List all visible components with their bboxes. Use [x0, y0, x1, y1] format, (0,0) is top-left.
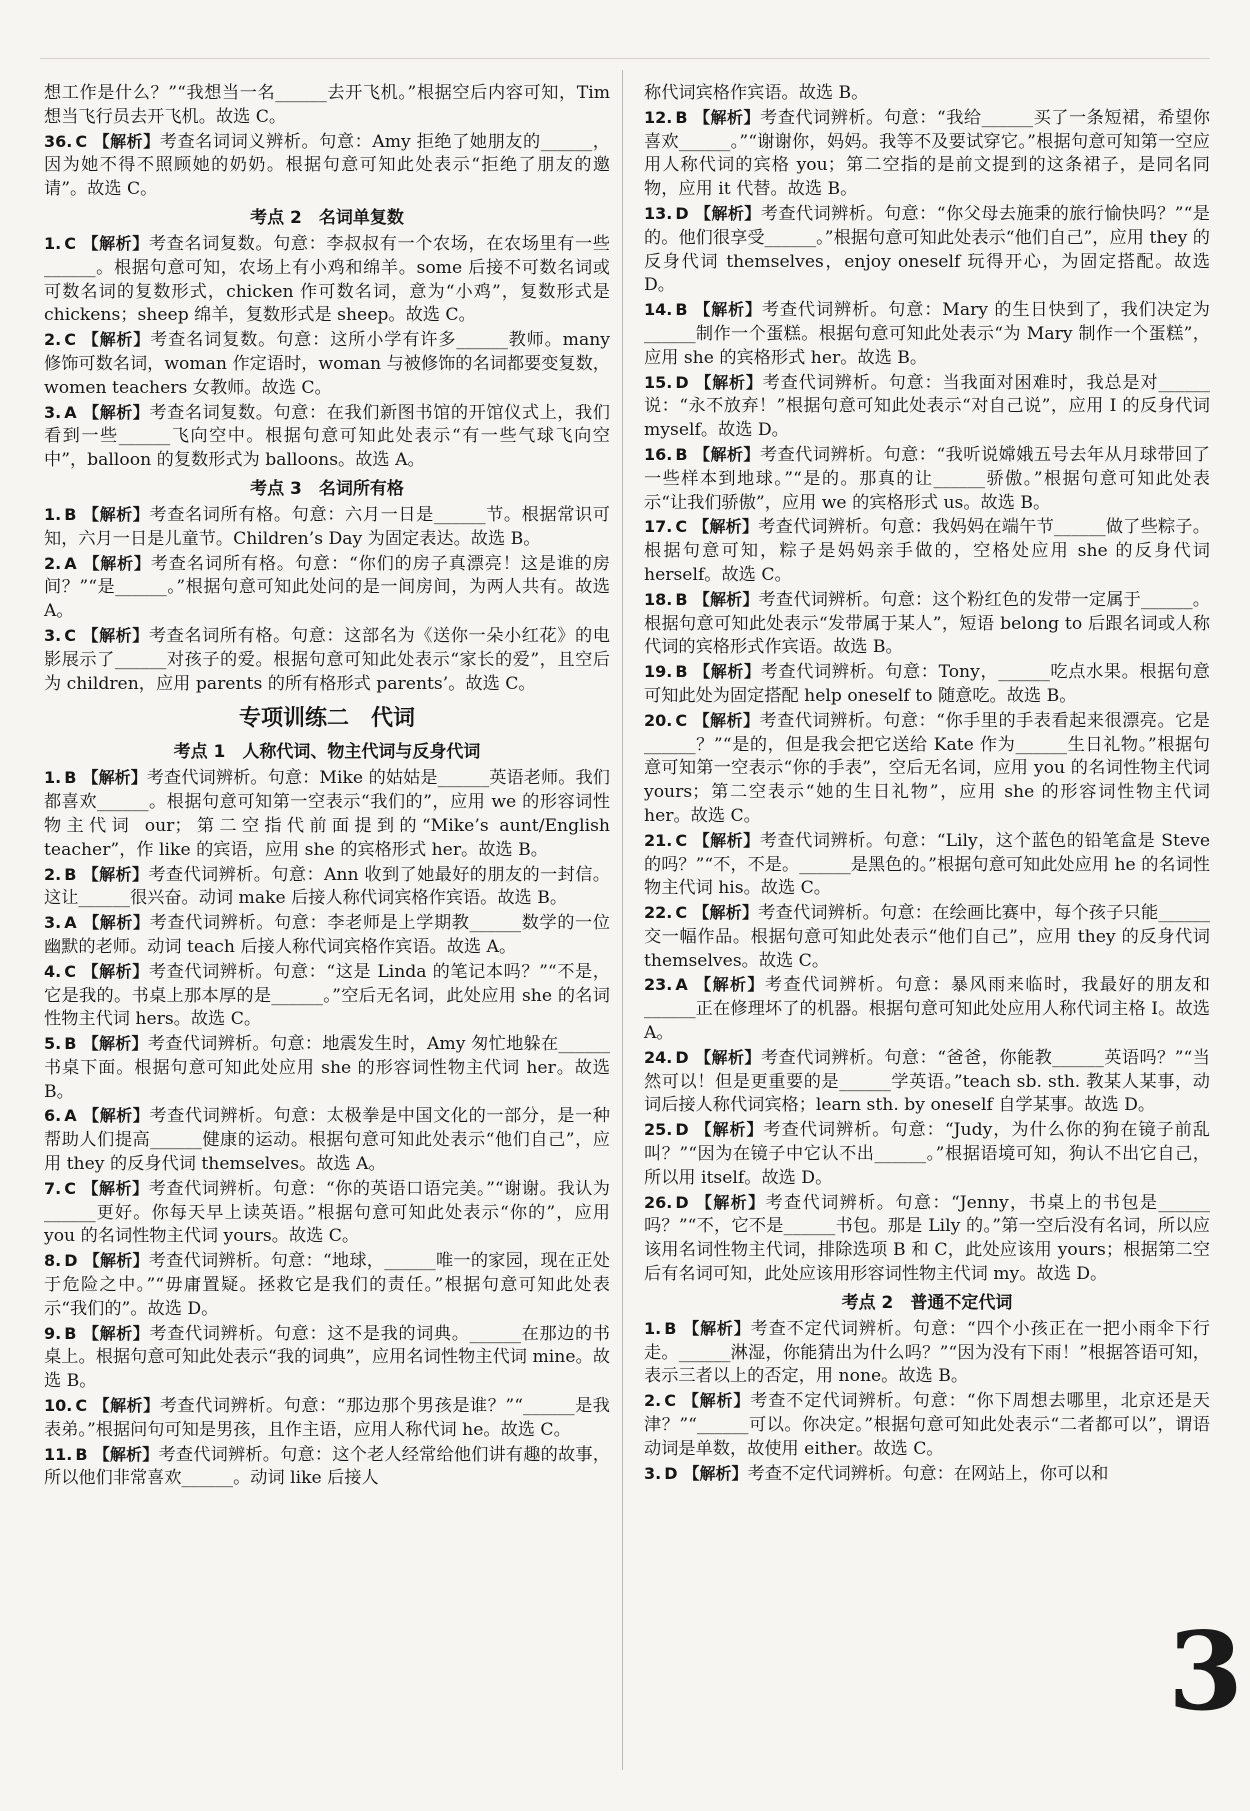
- subsection-title: 考点 2 名词单复数: [250, 207, 404, 228]
- analysis-text: 考查名词复数。句意：这所小学有许多______教师。many 修饰可数名词，woman 作定语时，woman 与被修饰的名词都要变复数，women teachers 女教师。故选 C。: [44, 330, 610, 398]
- analysis-text: 考查名词所有格。句意：“你们的房子真漂亮！这是谁的房间？”“是______。”根据句意可知此处问的是一间房间，为两人共有。故选 A。: [44, 553, 610, 622]
- answer-letter: B: [64, 864, 77, 884]
- analysis-tag: 【解析】: [82, 553, 151, 573]
- item-number: 3.: [44, 402, 62, 422]
- item-number: 23.: [644, 975, 673, 995]
- analysis-text: 考查代词辨析。句意：“你父母去施秉的旅行愉快吗？”“是的。他们很享受______。”根据句意可知此处表示“他们自己”，应用 they 的反身代词 themselves，enjoy oneself 玩得开心，为固定搭配。故选 D。: [644, 203, 1210, 296]
- answer-letter: B: [64, 504, 77, 524]
- item-number: 10.: [44, 1396, 73, 1416]
- answer-letter: C: [64, 625, 76, 645]
- analysis-text: 考查代词辨析。句意：“地球，______唯一的家园，现在正处于危险之中。”“毋庸置疑。拯救它是我们的责任。”根据句意可知此处表示“我们的”。故选 D。: [44, 1251, 610, 1319]
- analysis-text: 考查代词辨析。句意：“Jenny，书桌上的书包是______吗？”“不，它不是______书包。那是 Lily 的。”第一空后没有名词，所以应该用名词性物主代词，排除选项 B 和 C，此处应该用 yours；根据第二空后有名词可知，此处应该用形容词性物主代词 my。故选 D。: [644, 1192, 1210, 1285]
- answer-letter: A: [64, 553, 77, 573]
- continuation-text: 想工作是什么？”“我想当一名______去开飞机。”根据空后内容可知，Tim 想当飞行员去开飞机。故选 C。: [44, 83, 610, 127]
- analysis-text: 考查代词辨析。句意：“我给______买了一条短裙，希望你喜欢______。”“谢谢你，妈妈。我等不及要试穿它。”根据句意可知第一空应用人称代词的宾格 you；第二空指的是前文提到的这条裙子，是同名同物，应用 it 代替。故选 B。: [644, 107, 1210, 200]
- item-number: 2.: [44, 553, 62, 573]
- analysis-text: 考查代词辨析。句意：地震发生时，Amy 匆忙地躲在______书桌下面。根据句意可知此处应用 she 的形容词性物主代词 her。故选 B。: [44, 1034, 610, 1102]
- analysis-tag: 【解析】: [82, 402, 150, 422]
- analysis-text: 考查不定代词辨析。句意：“四个小孩正在一把小雨伞下行走。______淋湿，你能猜出为什么吗？”“因为没有下雨！”根据答语可知，表示三者以上的否定，用 none。故选 B。: [644, 1318, 1210, 1387]
- analysis-tag: 【解析】: [81, 330, 151, 350]
- item-number: 18.: [644, 589, 673, 609]
- analysis-tag: 【解析】: [693, 710, 760, 730]
- analysis-tag: 【解析】: [682, 1318, 751, 1338]
- analysis-text: 考查名词所有格。句意：这部名为《送你一朵小红花》的电影展示了______对孩子的爱。根据句意可知此处表示“家长的爱”，且空后为 children，应用 parents 的所有格形式 parents’。故选 C。: [44, 625, 610, 694]
- analysis-text: 考查名词复数。句意：在我们新图书馆的开馆仪式上，我们看到一些______飞向空中。根据句意可知此处表示“有一些气球飞向空中”，balloon 的复数形式为 balloons。故选 A。: [44, 402, 610, 471]
- answer-letter: C: [664, 1391, 676, 1411]
- analysis-tag: 【解析】: [82, 1106, 150, 1126]
- analysis-text: 考查代词辨析。句意：李老师是上学期教______数学的一位幽默的老师。动词 teach 后接人称代词宾格作宾语。故选 A。: [44, 913, 610, 957]
- subsection-title: 考点 3 名词所有格: [250, 478, 404, 499]
- answer-item: [644, 371, 1210, 443]
- answer-letter: B: [75, 1444, 88, 1464]
- answer-letter: D: [675, 203, 689, 223]
- answer-letter: B: [64, 1034, 77, 1054]
- analysis-tag: 【解析】: [93, 131, 160, 151]
- analysis-tag: 【解析】: [693, 444, 760, 464]
- answer-item: [644, 1118, 1210, 1190]
- item-number: 9.: [44, 1323, 62, 1343]
- analysis-text: 考查代词辨析。句意：我妈妈在端午节______做了些粽子。根据句意可知，粽子是妈妈亲手做的，空格处应用 she 的反身代词 herself。故选 C。: [644, 517, 1210, 585]
- answer-letter: C: [675, 517, 688, 537]
- answer-item: [644, 709, 1210, 829]
- answer-item: [44, 130, 610, 202]
- analysis-text: 考查代词辨析。句意：Mike 的姑姑是______英语老师。我们都喜欢______。根据句意可知第一空表示“我们的”，应用 we 的形容词性物主代词 our；第二空指代前面提到的“Mike’s aunt/English teacher”，作 like 的宾语，应用 she 的宾格形式 her。故选 B。: [44, 768, 610, 860]
- analysis-tag: 【解析】: [82, 1034, 148, 1054]
- answer-item: [644, 1389, 1210, 1461]
- answer-item: [44, 766, 610, 862]
- analysis-text: 考查代词辨析。句意：这不是我的词典。______在那边的书桌上。根据句意可知此处表示“我的词典”，应用名词性物主代词 mine。故选 B。: [44, 1323, 610, 1392]
- item-number: 21.: [644, 830, 673, 850]
- answer-item: [44, 863, 610, 912]
- analysis-tag: 【解析】: [693, 903, 759, 923]
- answer-item: [44, 1322, 610, 1394]
- section-title: 专项训练二 代词: [238, 706, 415, 732]
- analysis-tag: 【解析】: [693, 589, 759, 609]
- analysis-text: 考查不定代词辨析。句意：“你下周想去哪里，北京还是天津？”“______可以。你决定。”根据句意可知此处表示“二者都可以”，谓语动词是单数，故使用 either。故选 C。: [644, 1391, 1210, 1459]
- item-number: 17.: [644, 517, 673, 537]
- answer-letter: C: [675, 830, 688, 850]
- item-number: 1.: [44, 233, 62, 253]
- answer-letter: D: [64, 1251, 78, 1271]
- answer-letter: B: [675, 444, 688, 464]
- answer-letter: D: [664, 1463, 678, 1483]
- item-number: 20.: [644, 710, 673, 730]
- answer-item: [44, 911, 610, 960]
- analysis-text: 考查代词辨析。句意：“我听说嫦娥五号去年从月球带回了一些样本到地球。”“是的。那真的让______骄傲。”根据句意可知此处表示“让我们骄傲”，应用 we 的宾格形式 us。故选 B。: [644, 444, 1210, 513]
- analysis-text: 考查代词辨析。句意：“你手里的手表看起来很漂亮。它是______？”“是的，但是我会把它送给 Kate 作为______生日礼物。”根据句意可知第一空表示“你的手表”，空后无名词，应用 you 的名词性物主代词 yours；第二空表示“她的生日礼物”，应用 she 的形容词性物主代词 her。故选 C。: [644, 710, 1210, 826]
- analysis-tag: 【解析】: [694, 1120, 764, 1140]
- item-number: 7.: [44, 1178, 62, 1198]
- answer-letter: C: [75, 131, 88, 151]
- subsection-title: 考点 1 人称代词、物主代词与反身代词: [173, 742, 481, 763]
- answer-letter: C: [675, 710, 688, 730]
- answer-item: [44, 624, 610, 696]
- answer-letter: C: [64, 330, 76, 350]
- analysis-tag: 【解析】: [81, 961, 149, 981]
- answer-item: [644, 660, 1210, 709]
- item-number: 19.: [644, 662, 673, 682]
- answer-letter: D: [675, 1047, 689, 1067]
- analysis-text: 考查代词辨析。句意：“那边那个男孩是谁？”“______是我表弟。”根据问句可知是男孩，且作主语，应用人称代词 he。故选 C。: [44, 1396, 610, 1440]
- continuation-text: 称代词宾格作宾语。故选 B。: [644, 83, 869, 103]
- analysis-tag: 【解析】: [93, 1444, 159, 1464]
- answer-letter: B: [675, 662, 688, 682]
- analysis-tag: 【解析】: [693, 300, 762, 320]
- answer-letter: C: [64, 961, 76, 981]
- analysis-text: 考查代词辨析。句意：“这是 Linda 的笔记本吗？”“不是，它是我的。书桌上那本厚的是______。”空后无名词，此处应用 she 的名词性物主代词 hers。故选 C。: [44, 961, 610, 1030]
- analysis-text: 考查代词辨析。句意：这个粉红色的发带一定属于______。根据句意可知此处表示“发带属于某人”，短语 belong to 后跟名词或人称代词的宾格形式作宾语。故选 B。: [644, 589, 1210, 658]
- answer-letter: B: [64, 1323, 77, 1343]
- answer-item: [44, 1394, 610, 1443]
- analysis-text: 考查代词辨析。句意：“Lily，这个蓝色的铅笔盒是 Steve 的吗？”“不，不是。______是黑色的。”根据句意可知此处应用 he 的名词性物主代词 his。故选 C。: [644, 830, 1210, 899]
- answer-item: [644, 1191, 1210, 1287]
- item-number: 13.: [644, 203, 673, 223]
- answer-item: [44, 232, 610, 328]
- answer-letter: B: [675, 300, 688, 320]
- subsection-title: 考点 2 普通不定代词: [841, 1292, 1013, 1313]
- item-number: 2.: [44, 330, 62, 350]
- analysis-tag: 【解析】: [694, 203, 761, 223]
- answer-item: [44, 401, 610, 473]
- answer-item: [644, 443, 1210, 515]
- answer-item: [644, 106, 1210, 202]
- item-number: 3.: [644, 1463, 662, 1483]
- answer-letter: B: [675, 107, 688, 127]
- answer-item: [644, 588, 1210, 660]
- analysis-tag: 【解析】: [693, 662, 761, 682]
- answer-letter: B: [664, 1318, 677, 1338]
- item-number: 1.: [644, 1318, 662, 1338]
- analysis-tag: 【解析】: [693, 107, 761, 127]
- item-number: 15.: [644, 372, 673, 392]
- answer-item: [644, 829, 1210, 901]
- analysis-text: 考查不定代词辨析。句意：在网站上，你可以和: [747, 1463, 1109, 1484]
- analysis-text: 考查代词辨析。句意：Ann 收到了她最好的朋友的一封信。这让______很兴奋。动词 make 后接人称代词宾格作宾语。故选 B。: [44, 864, 610, 909]
- analysis-tag: 【解析】: [693, 830, 760, 850]
- answer-item: [644, 298, 1210, 370]
- analysis-tag: 【解析】: [693, 517, 759, 537]
- right-column: [644, 82, 1210, 1486]
- analysis-tag: 【解析】: [82, 504, 150, 524]
- analysis-tag: 【解析】: [82, 864, 149, 884]
- analysis-text: 考查代词辨析。句意：当我面对困难时，我总是对______说：“永不放弃！”根据句意可知此处表示“对自己说”，应用 I 的反身代词 myself。故选 D。: [644, 372, 1210, 441]
- analysis-text: 考查代词辨析。句意：这个老人经常给他们讲有趣的故事，所以他们非常喜欢______。动词 like 后接人: [44, 1444, 610, 1489]
- item-number: 5.: [44, 1034, 62, 1054]
- answer-item: [44, 328, 610, 400]
- analysis-tag: 【解析】: [81, 1178, 149, 1198]
- analysis-tag: 【解析】: [83, 1251, 149, 1271]
- item-number: 1.: [44, 768, 62, 788]
- analysis-text: 考查名词所有格。句意：六月一日是______节。根据常识可知，六月一日是儿童节。Children’s Day 为固定表达。故选 B。: [44, 504, 610, 549]
- top-rule: [40, 58, 1210, 59]
- answer-item: [44, 1032, 610, 1104]
- answer-letter: D: [675, 1120, 689, 1140]
- item-number: 6.: [44, 1106, 62, 1126]
- answer-letter: A: [675, 975, 688, 995]
- answer-item: [644, 1317, 1210, 1389]
- left-column: [44, 82, 610, 1491]
- answer-item: [44, 503, 610, 552]
- answer-letter: B: [675, 589, 688, 609]
- analysis-text: 考查代词辨析。句意：“你的英语口语完美。”“谢谢。我认为______更好。你每天早上读英语。”根据句意可知此处表示“你的”，应用 you 的名词性物主代词 yours。故选 C。: [44, 1178, 610, 1247]
- item-number: 1.: [44, 504, 62, 524]
- answer-item: [644, 202, 1210, 298]
- answer-item: [44, 1249, 610, 1321]
- answer-item: [644, 1462, 1210, 1487]
- answer-letter: D: [675, 1192, 689, 1212]
- item-number: 11.: [44, 1444, 73, 1464]
- analysis-tag: 【解析】: [82, 1323, 150, 1343]
- analysis-text: 考查代词辨析。句意：“爸爸，你能教______英语吗？”“当然可以！但是更重要的是______学英语。”teach sb. sth. 教某人某事，动词后接人称代词宾格；learn sth. by oneself 自学某事。故选 D。: [644, 1047, 1210, 1116]
- analysis-text: 考查名词词义辨析。句意：Amy 拒绝了她朋友的______，因为她不得不照顾她的奶奶。根据句意可知此处表示“拒绝了朋友的邀请”。故选 C。: [44, 131, 610, 200]
- analysis-tag: 【解析】: [82, 913, 150, 933]
- analysis-text: 考查代词辨析。句意：太极拳是中国文化的一部分，是一种帮助人们提高______健康的运动。根据句意可知此处表示“他们自己”，应用 they 的反身代词 themselves。故选 A。: [44, 1106, 610, 1175]
- item-number: 26.: [644, 1192, 673, 1212]
- item-number: 12.: [644, 107, 673, 127]
- analysis-tag: 【解析】: [81, 233, 149, 253]
- item-number: 24.: [644, 1047, 673, 1067]
- answer-item: [44, 1177, 610, 1249]
- analysis-text: 考查代词辨析。句意：在绘画比赛中，每个孩子只能______交一幅作品。根据句意可知此处表示“他们自己”，应用 they 的反身代词 themselves。故选 C。: [644, 903, 1210, 971]
- answer-item: [44, 1443, 610, 1492]
- answer-letter: C: [64, 1178, 76, 1198]
- answer-letter: A: [64, 1106, 77, 1126]
- item-number: 36.: [44, 131, 73, 151]
- analysis-text: 考查代词辨析。句意：“Judy，为什么你的狗在镜子前乱叫？”“因为在镜子中它认不出______。”根据语境可知，狗认不出它自己，所以用 itself。故选 D。: [644, 1120, 1210, 1188]
- item-number: 14.: [644, 300, 673, 320]
- answer-item: [44, 1104, 610, 1176]
- analysis-text: 考查代词辨析。句意：Tony，______吃点水果。根据句意可知此处为固定搭配 help oneself to 随意吃。故选 B。: [644, 662, 1210, 706]
- analysis-text: 考查代词辨析。句意：暴风雨来临时，我最好的朋友和______正在修理坏了的机器。根据句意可知此处应用人称代词主格 I。故选 A。: [644, 975, 1210, 1044]
- analysis-tag: 【解析】: [693, 975, 765, 995]
- analysis-text: 考查名词复数。句意：李叔叔有一个农场，在农场里有一些______。根据句意可知，农场上有小鸡和绵羊。some 后接不可数名词或可数名词的复数形式，chicken 作可数名词，意为“小鸡”，复数形式是 chickens；sheep 绵羊，复数形式是 sheep。故选 C。: [44, 233, 610, 326]
- analysis-tag: 【解析】: [82, 768, 147, 788]
- answer-letter: A: [64, 402, 77, 422]
- answer-letter: B: [64, 768, 77, 788]
- answer-item: [644, 901, 1210, 973]
- item-number: 25.: [644, 1120, 673, 1140]
- answer-letter: C: [75, 1396, 88, 1416]
- item-number: 4.: [44, 961, 62, 981]
- item-number: 2.: [44, 864, 62, 884]
- analysis-tag: 【解析】: [694, 1192, 766, 1212]
- analysis-tag: 【解析】: [694, 1047, 761, 1067]
- analysis-tag: 【解析】: [683, 1463, 748, 1483]
- analysis-text: 考查代词辨析。句意：Mary 的生日快到了，我们决定为______制作一个蛋糕。根据句意可知此处表示“为 Mary 制作一个蛋糕”，应用 she 的宾格形式 her。故选 B。: [644, 300, 1210, 368]
- analysis-tag: 【解析】: [81, 625, 149, 645]
- analysis-tag: 【解析】: [681, 1391, 751, 1411]
- answer-letter: A: [64, 913, 77, 933]
- answer-letter: C: [64, 233, 76, 253]
- item-number: 16.: [644, 444, 673, 464]
- answer-item: [44, 552, 610, 624]
- answer-item: [644, 973, 1210, 1045]
- item-number: 3.: [44, 625, 62, 645]
- column-divider: [622, 70, 623, 1770]
- analysis-tag: 【解析】: [93, 1396, 160, 1416]
- analysis-tag: 【解析】: [694, 372, 763, 392]
- item-number: 2.: [644, 1391, 662, 1411]
- answer-item: [644, 515, 1210, 587]
- answer-item: [44, 960, 610, 1032]
- item-number: 3.: [44, 913, 62, 933]
- page-number: 3: [1168, 1609, 1244, 1735]
- item-number: 22.: [644, 903, 673, 923]
- item-number: 8.: [44, 1251, 62, 1271]
- answer-letter: C: [675, 903, 688, 923]
- answer-letter: D: [675, 372, 689, 392]
- answer-item: [644, 1046, 1210, 1118]
